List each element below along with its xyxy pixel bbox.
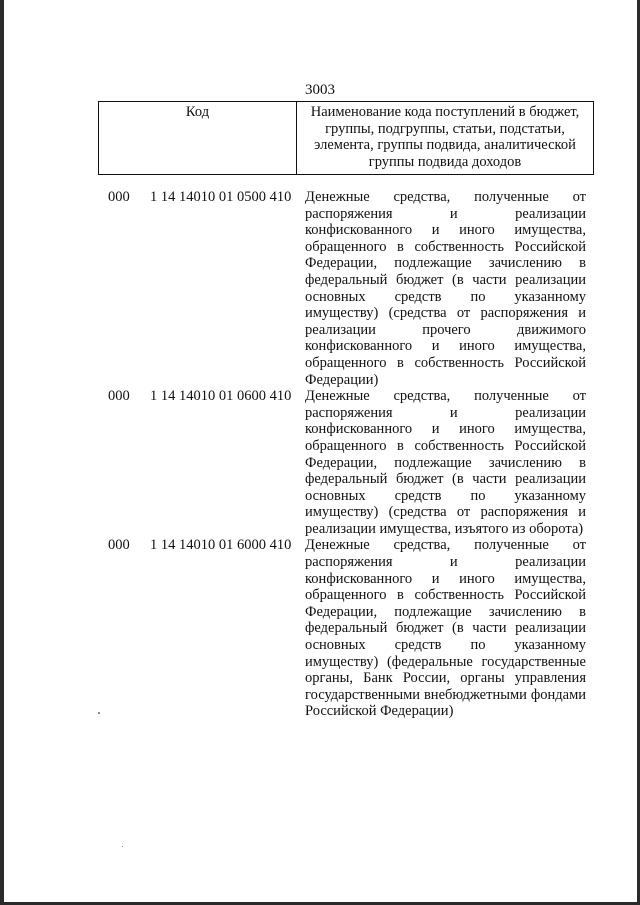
revenue-code: 1 14 14010 01 0500 410 xyxy=(150,189,292,205)
scan-speck xyxy=(98,712,100,714)
scan-left-edge xyxy=(0,0,4,905)
revenue-code: 1 14 14010 01 6000 410 xyxy=(150,537,292,554)
revenue-code-list xyxy=(98,189,594,720)
header-row xyxy=(99,102,594,175)
admin-code: 000 xyxy=(108,388,130,405)
header-name-cell: Наименование кода поступлений в бюджет, группы, подгруппы, статьи, подстатьи, элемента, группы подвида, аналитической группы подвида доходов xyxy=(297,102,594,175)
admin-code: 000 xyxy=(108,189,130,205)
admin-code: 000 xyxy=(108,537,130,554)
header-table xyxy=(98,101,594,175)
revenue-name: Денежные средства, полученные от распоряжения и реализации конфискованного и иного имущества, обращенного в собственность Российской Федерации, подлежащие зачислению в федеральный бюджет (в части реализации основных средств по указанному имуществу) (федеральные государственные органы, Банк России, органы управления государственными внебюджетными фондами Российской Федерации) xyxy=(305,537,586,720)
page-number: 3003 xyxy=(305,82,335,98)
table-row xyxy=(98,388,594,537)
revenue-name: Денежные средства, полученные от распоряжения и реализации конфискованного и иного имущества, обращенного в собственность Российской Федерации, подлежащие зачислению в федеральный бюджет (в части реализации основных средств по указанному имуществу) (средства от распоряжения и реализации имущества, изъятого из оборота) xyxy=(305,388,586,537)
table-row xyxy=(98,189,594,388)
scan-speck xyxy=(122,846,123,847)
revenue-name: Денежные средства, полученные от распоряжения и реализации конфискованного и иного имущества, обращенного в собственность Российской Федерации, подлежащие зачислению в федеральный бюджет (в части реализации основных средств по указанному имуществу) (средства от распоряжения и реализации прочего движимого конфискованного и иного имущества, обращенного в собственность Российской Федерации) xyxy=(305,189,586,388)
revenue-code: 1 14 14010 01 0600 410 xyxy=(150,388,292,405)
table-row xyxy=(98,537,594,720)
header-code-cell: Код xyxy=(99,102,297,175)
